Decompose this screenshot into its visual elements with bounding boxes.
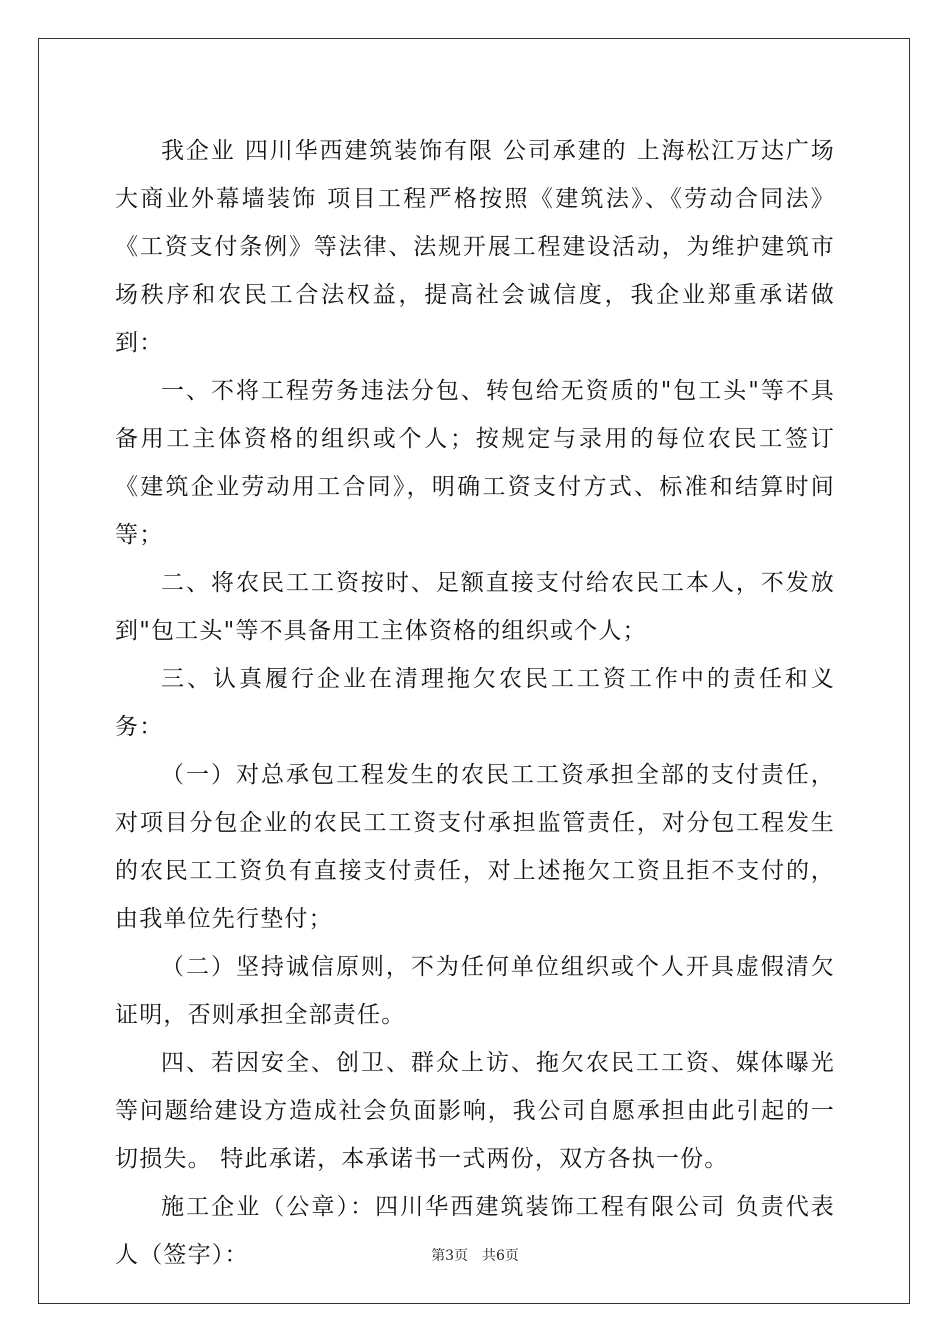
subclause-one-paragraph: （一）对总承包工程发生的农民工工资承担全部的支付责任，对项目分包企业的农民工工资支付承担监管责任，对分包工程发生的农民工工资负有直接支付责任，对上述拖欠工资且拒不支付的，由我单位先行垫付； bbox=[115, 762, 835, 932]
clause-one-paragraph: 一、不将工程劳务违法分包、转包给无资质的"包工头"等不具备用工主体资格的组织或个人；按规定与录用的每位农民工签订《建筑企业劳动用工合同》，明确工资支付方式、标准和结算时间等； bbox=[115, 378, 835, 548]
clause-four-paragraph: 四、若因安全、创卫、群众上访、拖欠农民工工资、媒体曝光等问题给建设方造成社会负面影响，我公司自愿承担由此引起的一切损失。 特此承诺，本承诺书一式两份，双方各执一份。 bbox=[115, 1050, 835, 1172]
clause-three-paragraph: 三、认真履行企业在清理拖欠农民工工资工作中的责任和义务： bbox=[115, 666, 835, 740]
signature-paragraph: 施工企业（公章）：四川华西建筑装饰工程有限公司 负责代表人（签字）： bbox=[115, 1194, 835, 1268]
document-body bbox=[115, 127, 835, 1279]
clause-two-paragraph: 二、将农民工工资按时、足额直接支付给农民工本人，不发放到"包工头"等不具备用工主体资格的组织或个人； bbox=[115, 570, 835, 644]
subclause-two-paragraph: （二）坚持诚信原则，不为任何单位组织或个人开具虚假清欠证明，否则承担全部责任。 bbox=[115, 954, 835, 1028]
page-number-footer: 第3页 共6页 bbox=[431, 1248, 519, 1264]
intro-paragraph: 我企业 四川华西建筑装饰有限 公司承建的 上海松江万达广场大商业外幕墙装饰 项目工程严格按照《建筑法》、《劳动合同法》《工资支付条例》等法律、法规开展工程建设活动，为维护建筑市场秩序和农民工合法权益，提高社会诚信度，我企业郑重承诺做到： bbox=[115, 138, 835, 356]
